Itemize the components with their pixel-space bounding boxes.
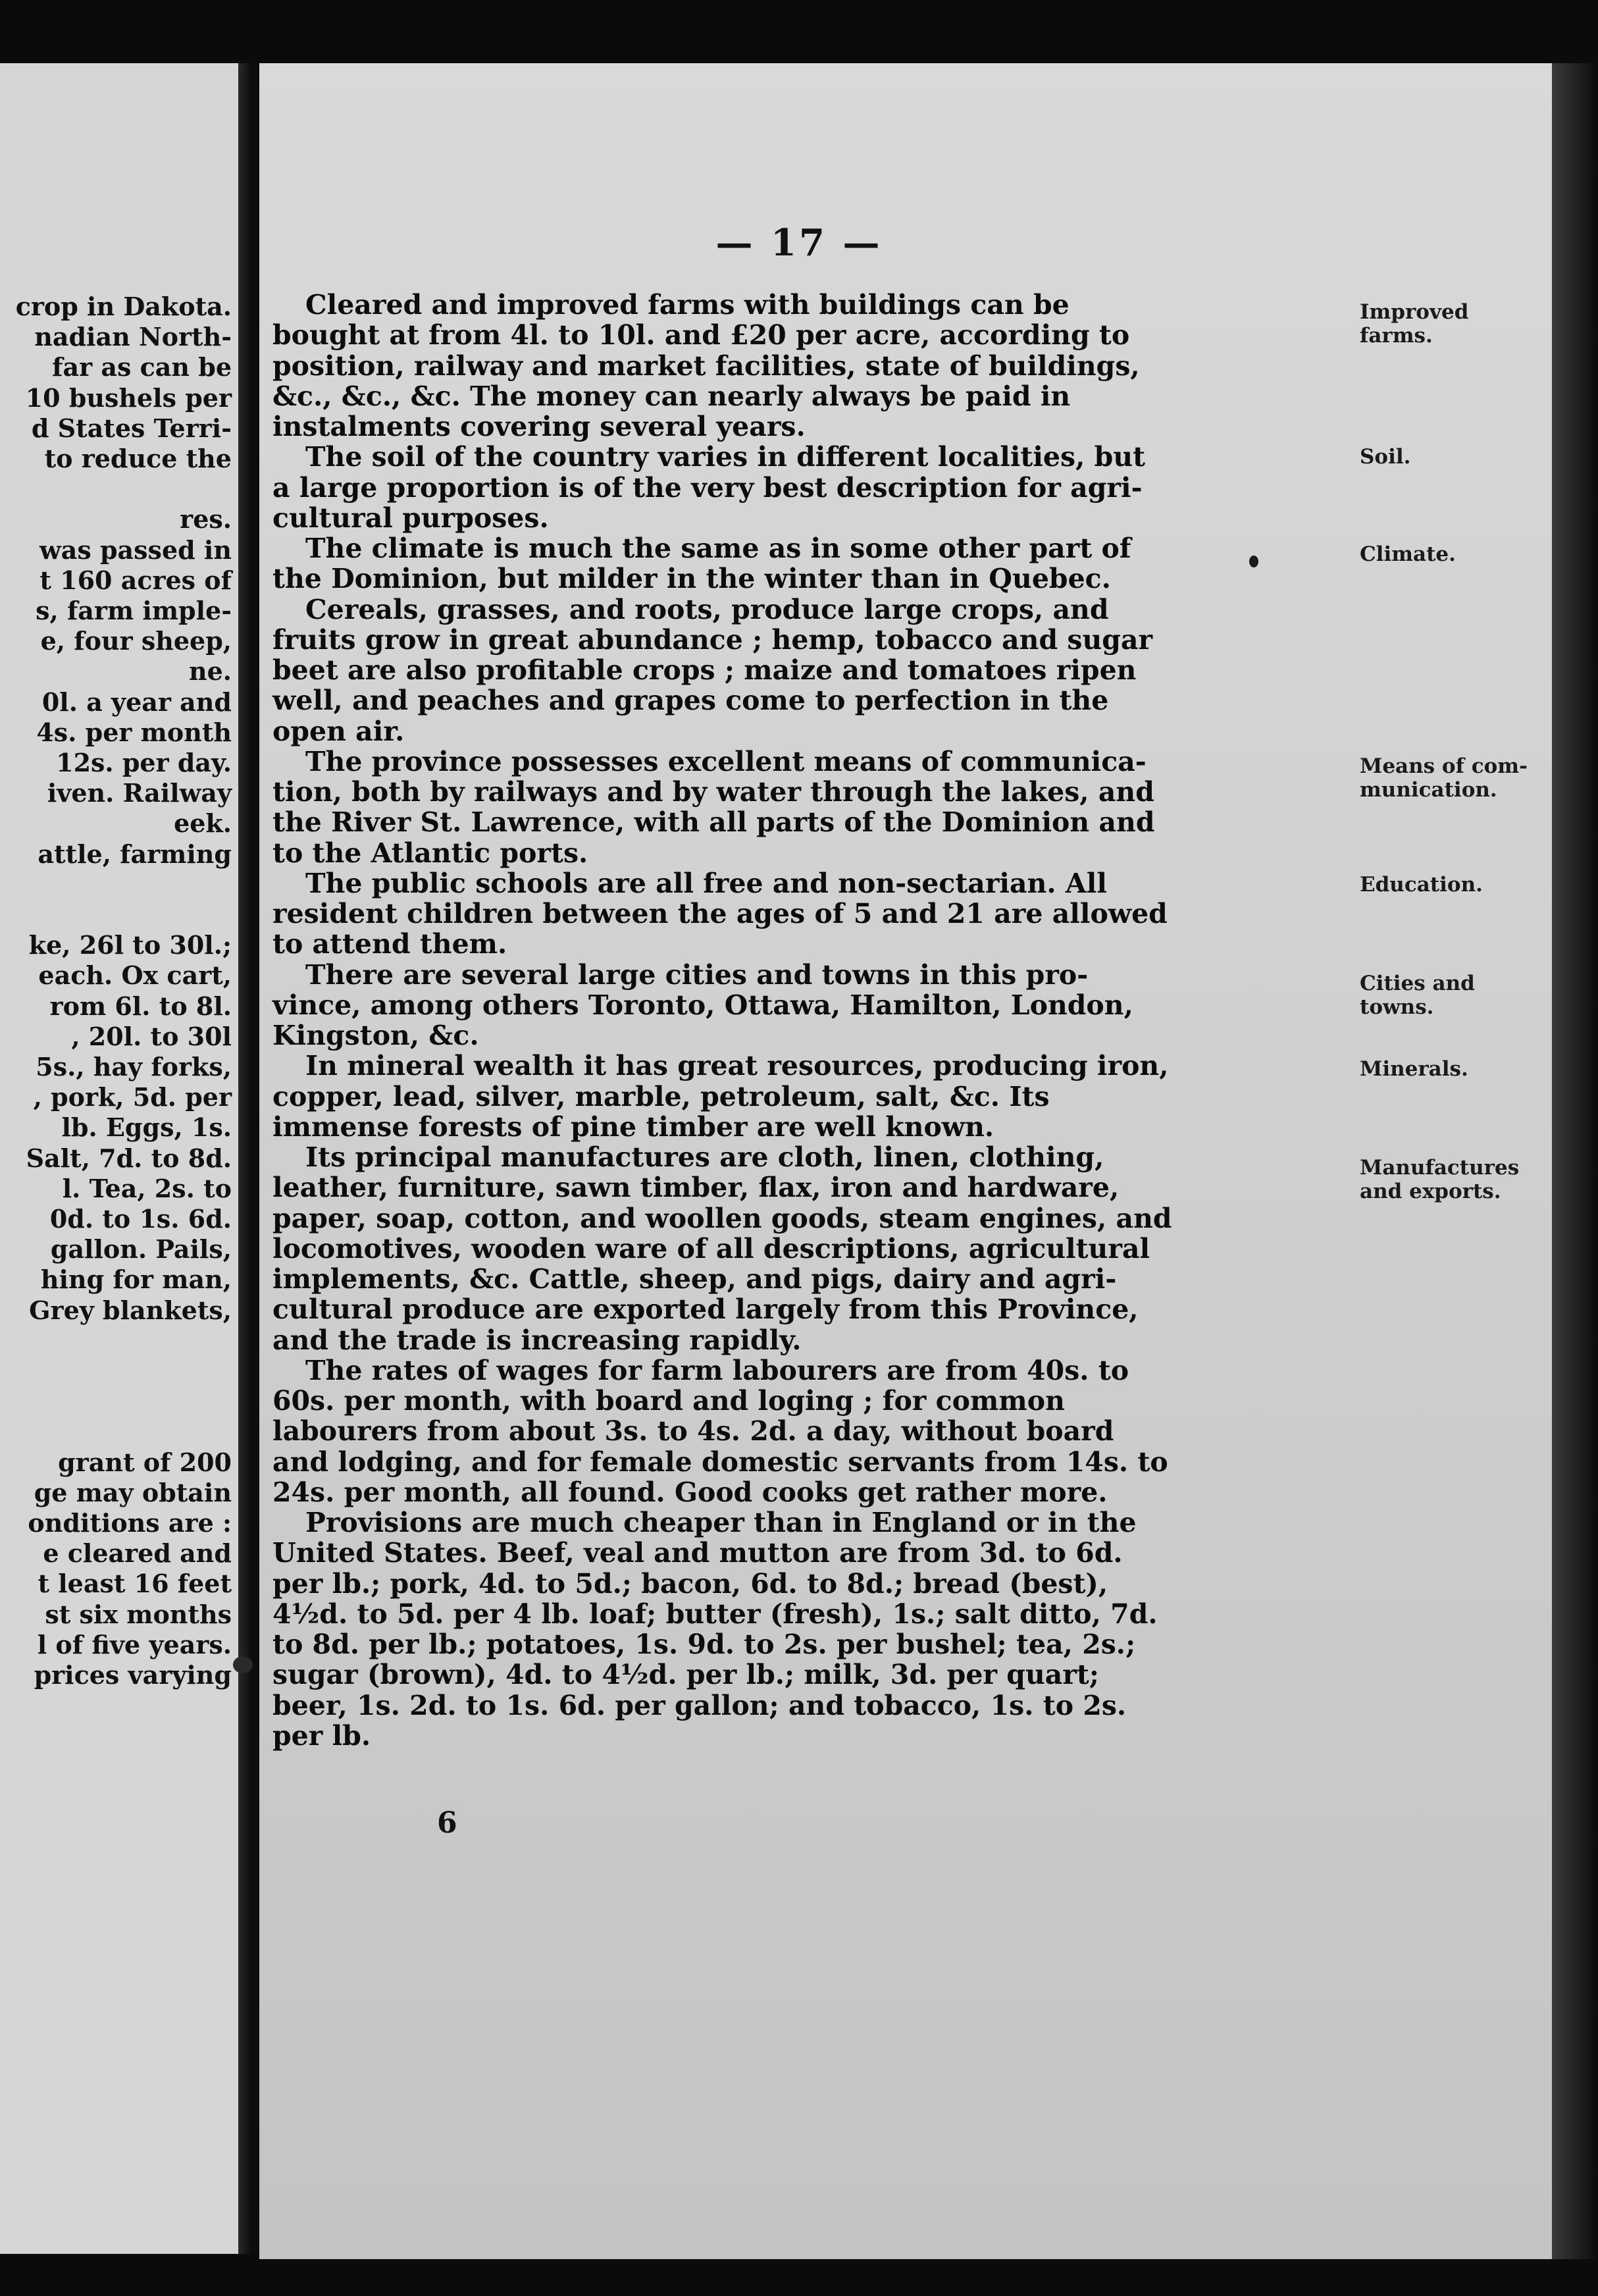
left-page-line: 4s. per month bbox=[36, 717, 232, 747]
body-text-line: The province possesses excellent means of communica- bbox=[305, 745, 1147, 777]
left-page-line: far as can be bbox=[52, 352, 232, 382]
body-text-line: Provisions are much cheaper than in England or in the bbox=[305, 1507, 1137, 1538]
body-text-line: bought at from 4l. to 10l. and £20 per acre, according to bbox=[272, 319, 1130, 352]
left-page-line: attle, farming bbox=[38, 839, 232, 869]
left-page-line: was passed in bbox=[39, 535, 232, 565]
body-text-line: The public schools are all free and non-sectarian. All bbox=[305, 867, 1107, 899]
margin-note: Means of com- bbox=[1360, 754, 1528, 778]
left-page-line: nadian North- bbox=[34, 322, 232, 352]
ink-smudge bbox=[1249, 556, 1258, 567]
left-page-line: Grey blankets, bbox=[29, 1295, 232, 1325]
margin-note: Cities and bbox=[1360, 972, 1475, 995]
body-text-line: &c., &c., &c. The money can nearly always be paid in bbox=[272, 380, 1071, 412]
body-text-line: immense forests of pine timber are well known. bbox=[272, 1110, 994, 1143]
left-page-line: 0l. a year and bbox=[41, 687, 232, 717]
left-page-line: 10 bushels per bbox=[25, 382, 232, 413]
body-text-line: paper, soap, cotton, and woollen goods, steam engines, and bbox=[272, 1202, 1172, 1234]
body-text-line: 60s. per month, with board and loging ; for common bbox=[272, 1385, 1065, 1417]
page-number: — 17 — bbox=[715, 221, 883, 265]
ink-smudge bbox=[233, 1656, 253, 1673]
body-text-line: the Dominion, but milder in the winter than in Quebec. bbox=[272, 563, 1111, 595]
left-page-line: e cleared and bbox=[43, 1538, 232, 1569]
body-text-line: Cleared and improved farms with buildings can be bbox=[305, 289, 1070, 321]
left-page-line: t 160 acres of bbox=[39, 565, 232, 595]
body-text-line: per lb. bbox=[272, 1719, 371, 1752]
body-text-line: Its principal manufactures are cloth, linen, clothing, bbox=[305, 1141, 1104, 1173]
left-page-line: Salt, 7d. to 8d. bbox=[26, 1143, 232, 1173]
left-page-line: e, four sheep, bbox=[40, 626, 232, 656]
body-text-line: a large proportion is of the very best description for agri- bbox=[272, 471, 1143, 504]
gutter-edge bbox=[253, 63, 259, 2254]
margin-note: munication. bbox=[1360, 778, 1497, 802]
left-page-line: grant of 200 bbox=[58, 1447, 232, 1477]
body-text-line: copper, lead, silver, marble, petroleum, salt, &c. Its bbox=[272, 1080, 1050, 1112]
body-text-line: to attend them. bbox=[272, 928, 507, 960]
left-facing-page bbox=[0, 63, 238, 2254]
left-page-line: hing for man, bbox=[40, 1265, 232, 1295]
body-text-line: In mineral wealth it has great resources, producing iron, bbox=[305, 1050, 1169, 1082]
body-text-line: beer, 1s. 2d. to 1s. 6d. per gallon; and tobacco, 1s. to 2s. bbox=[272, 1689, 1127, 1721]
body-text-line: fruits grow in great abundance ; hemp, tobacco and sugar bbox=[272, 623, 1153, 656]
body-text-line: leather, furniture, sawn timber, flax, iron and hardware, bbox=[272, 1172, 1120, 1204]
left-page-line: l. Tea, 2s. to bbox=[62, 1173, 232, 1203]
left-page-line: ke, 26l to 30l.; bbox=[28, 930, 232, 960]
body-text-line: Kingston, &c. bbox=[272, 1020, 479, 1051]
left-page-line: t least 16 feet bbox=[38, 1569, 232, 1599]
margin-note: Climate. bbox=[1360, 542, 1456, 566]
body-text-line: the River St. Lawrence, with all parts of the Dominion and bbox=[272, 806, 1155, 839]
body-text-line: to the Atlantic ports. bbox=[272, 837, 588, 869]
body-text-line: vince, among others Toronto, Ottawa, Hamilton, London, bbox=[272, 989, 1133, 1021]
margin-note: Manufactures bbox=[1360, 1156, 1520, 1180]
left-page-line: res. bbox=[180, 504, 232, 535]
margin-note: Improved bbox=[1360, 300, 1469, 324]
left-page-line: prices varying bbox=[34, 1660, 232, 1690]
body-text-line: 4½d. to 5d. per 4 lb. loaf; butter (fresh), 1s.; salt ditto, 7d. bbox=[272, 1598, 1158, 1630]
body-text-line: locomotives, wooden ware of all descriptions, agricultural bbox=[272, 1232, 1150, 1265]
body-text-line: 24s. per month, all found. Good cooks get rather more. bbox=[272, 1476, 1108, 1508]
left-page-line: rom 6l. to 8l. bbox=[49, 991, 232, 1021]
body-text-line: per lb.; pork, 4d. to 5d.; bacon, 6d. to 8d.; bread (best), bbox=[272, 1567, 1108, 1600]
body-text-line: cultural purposes. bbox=[272, 502, 549, 534]
left-page-line: , pork, 5d. per bbox=[33, 1082, 232, 1112]
body-text-line: open air. bbox=[272, 715, 405, 747]
left-page-line: eek. bbox=[174, 808, 232, 839]
margin-note: towns. bbox=[1360, 995, 1434, 1019]
margin-note: Minerals. bbox=[1360, 1057, 1468, 1081]
body-text-line: Cereals, grasses, and roots, produce large crops, and bbox=[305, 593, 1109, 625]
body-text-line: position, railway and market facilities, state of buildings, bbox=[272, 350, 1140, 382]
body-text-line: beet are also profitable crops ; maize and tomatoes ripen bbox=[272, 654, 1137, 686]
left-page-line: each. Ox cart, bbox=[38, 960, 232, 991]
book-gutter bbox=[238, 63, 253, 2254]
left-page-line: ne. bbox=[188, 656, 232, 687]
body-text-line: The rates of wages for farm labourers are from 40s. to bbox=[305, 1354, 1129, 1386]
body-text-line: and the trade is increasing rapidly. bbox=[272, 1324, 802, 1356]
body-text-line: well, and peaches and grapes come to perfection in the bbox=[272, 685, 1109, 717]
body-text-line: resident children between the ages of 5 and 21 are allowed bbox=[272, 898, 1168, 929]
body-text-line: United States. Beef, veal and mutton are from 3d. to 6d. bbox=[272, 1537, 1123, 1569]
page-bottom-edge bbox=[259, 2259, 1598, 2296]
body-text-line: The soil of the country varies in different localities, but bbox=[305, 441, 1146, 473]
body-text-line: labourers from about 3s. to 4s. 2d. a day, without board bbox=[272, 1415, 1114, 1448]
margin-note: Soil. bbox=[1360, 445, 1411, 469]
body-text-line: implements, &c. Cattle, sheep, and pigs, dairy and agri- bbox=[272, 1263, 1117, 1295]
body-text-line: sugar (brown), 4d. to 4½d. per lb.; milk, 3d. per quart; bbox=[272, 1659, 1100, 1691]
margin-note: Education. bbox=[1360, 873, 1483, 897]
body-text-line: to 8d. per lb.; potatoes, 1s. 9d. to 2s. per bushel; tea, 2s.; bbox=[272, 1629, 1136, 1660]
margin-note: and exports. bbox=[1360, 1180, 1501, 1203]
left-page-line: , 20l. to 30l bbox=[71, 1021, 232, 1051]
body-text-line: There are several large cities and towns in this pro- bbox=[305, 958, 1089, 991]
main-page bbox=[259, 63, 1552, 2259]
left-page-line: st six months bbox=[45, 1599, 232, 1629]
left-page-line: to reduce the bbox=[44, 444, 232, 473]
body-text-line: instalments covering several years. bbox=[272, 411, 806, 442]
left-page-line: 5s., hay forks, bbox=[36, 1052, 232, 1082]
left-page-line: onditions are : bbox=[28, 1508, 232, 1538]
body-text-line: tion, both by railways and by water through the lakes, and bbox=[272, 776, 1154, 808]
left-page-line: lb. Eggs, 1s. bbox=[61, 1112, 232, 1143]
left-page-line: ge may obtain bbox=[34, 1477, 232, 1507]
left-page-line: 12s. per day. bbox=[56, 748, 232, 777]
margin-note: farms. bbox=[1360, 324, 1433, 348]
left-page-line: crop in Dakota. bbox=[15, 292, 232, 321]
page-right-edge bbox=[1552, 63, 1598, 2259]
left-page-line: gallon. Pails, bbox=[50, 1234, 232, 1265]
body-text-line: The climate is much the same as in some other part of bbox=[305, 533, 1131, 564]
left-page-line: s, farm imple- bbox=[36, 596, 232, 625]
left-page-line: iven. Railway bbox=[47, 778, 232, 808]
body-text-line: and lodging, and for female domestic servants from 14s. to bbox=[272, 1446, 1168, 1478]
left-page-line: d States Terri- bbox=[31, 413, 232, 443]
left-page-line: l of five years. bbox=[37, 1629, 232, 1659]
footer-signature-mark: 6 bbox=[437, 1806, 457, 1840]
body-text-line: cultural produce are exported largely from this Province, bbox=[272, 1293, 1139, 1326]
left-page-line: 0d. to 1s. 6d. bbox=[49, 1204, 232, 1234]
